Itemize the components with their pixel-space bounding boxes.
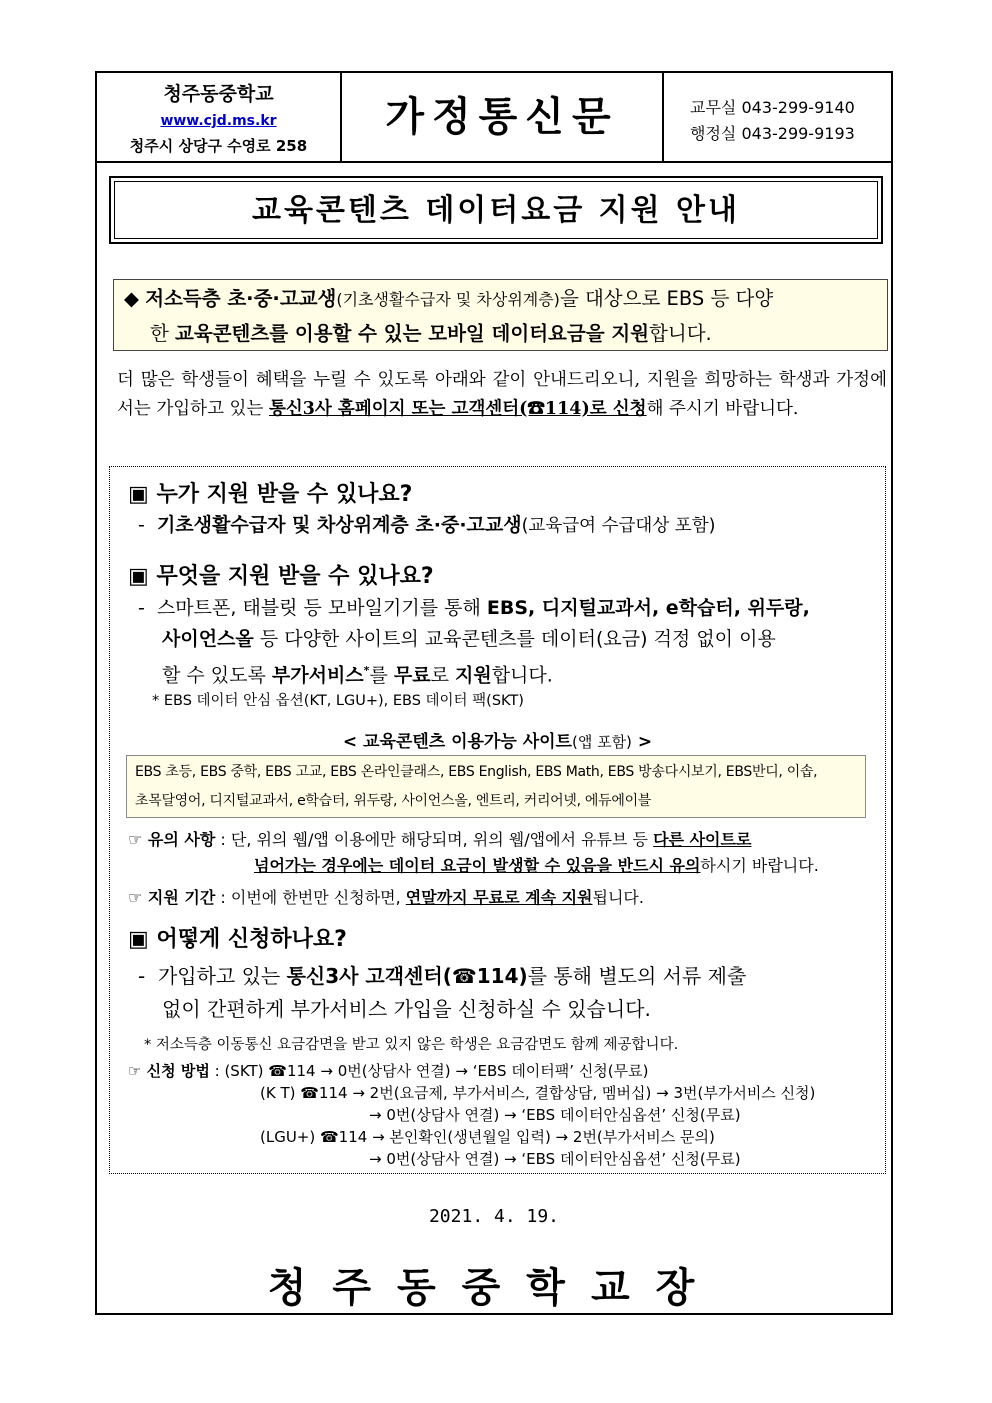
principal-signature: 청주동중학교장 (267, 1265, 721, 1311)
caution-text: : 단, 위의 웹/앱 이용에만 해당되며, 위의 웹/앱에서 유튜브 등 (215, 830, 654, 849)
contact-info (664, 73, 891, 161)
how-l1: 가입하고 있는 (157, 964, 287, 988)
what-l2-bold: 사이언스올 (162, 628, 254, 650)
caution-note (128, 827, 878, 879)
support-period-note (128, 885, 644, 911)
sites-title-end: > (631, 732, 653, 752)
what-l3-bold: 부가서비스 (271, 664, 364, 687)
how-l1-b: 를 통해 별도의 서류 제출 (527, 964, 747, 988)
what-line-3 (138, 655, 878, 691)
details-box (109, 466, 886, 1174)
how-line-2: 없이 간편하게 부가서비스 가입을 신청하실 수 있습니다. (162, 997, 651, 1021)
period-text-end: 됩니다. (592, 888, 644, 907)
section-what-body (138, 593, 878, 691)
what-line-2 (138, 624, 878, 655)
notice-target-bold: 저소득층 초·중·고교생 (145, 287, 337, 310)
notice-support-bold: 교육콘텐츠를 이용할 수 있는 모바일 데이터요금을 지원 (175, 322, 650, 345)
section-who-body (138, 510, 715, 542)
notice-line2-tail: 합니다. (649, 322, 712, 345)
diamond-bullet-icon: ◆ (124, 287, 139, 310)
what-l1: 스마트폰, 태블릿 등 모바일기기를 통해 (156, 597, 487, 619)
notice-line1-tail: 을 대상으로 EBS 등 다양 (559, 287, 774, 310)
section-who-heading: ▣ 누가 지원 받을 수 있나요? (128, 482, 413, 507)
section-what-heading: ▣ 무엇을 지원 받을 수 있나요? (128, 564, 434, 589)
sites-line-2: 초목달영어, 디지털교과서, e학습터, 위두랑, 사이언스올, 엔트리, 커리어넷, 에듀에이블 (135, 793, 652, 809)
period-label: ☞ 지원 기간 (128, 888, 216, 907)
caution-text-end: 하시기 바랍니다. (700, 856, 819, 875)
summary-notice-box (113, 279, 888, 351)
notice-line2-lead: 한 (150, 322, 176, 345)
dash-bullet: - (138, 964, 146, 988)
what-l3-b: 를 (369, 664, 394, 687)
method-lgu-1: (LGU+) ☎114 → 본인확인(생년월일 입력) → 2번(부가서비스 문의) (260, 1128, 715, 1146)
contact-admin-office: 행정실 043-299-9193 (690, 124, 855, 143)
sites-list-box (126, 755, 866, 818)
how-line-1 (138, 960, 878, 993)
school-url-link[interactable]: www.cjd.ms.kr (160, 113, 277, 129)
method-kt-2: → 0번(상담사 연결) → ‘EBS 데이터안심옵션’ 신청(무료) (369, 1106, 741, 1124)
who-detail: (교육급여 수급대상 포함) (521, 516, 716, 536)
intro-paragraph (117, 366, 887, 424)
intro-text-end: 해 주시기 바랍니다. (646, 399, 799, 419)
what-l3-c: 로 (430, 664, 455, 687)
notice-line-2 (124, 317, 887, 351)
sites-title-detail: (앱 포함) (571, 733, 632, 751)
document-page (95, 71, 893, 1315)
footnote-mark: * (363, 664, 370, 677)
method-skt-text: : (SKT) ☎114 → 0번(상담사 연결) → ‘EBS 데이터팩’ 신청(무료) (209, 1062, 649, 1080)
letter-header (97, 73, 891, 163)
sites-title (110, 727, 885, 752)
dash-bullet: - (138, 597, 145, 619)
document-title-box (109, 176, 883, 244)
school-name: 청주동중학교 (163, 83, 274, 105)
what-l3-bold2: 무료 (393, 664, 431, 687)
sites-title-bold: < 교육콘텐츠 이용가능 사이트 (342, 732, 572, 752)
what-l3: 할 수 있도록 (162, 664, 272, 687)
issue-date: 2021. 4. 19. (428, 1206, 560, 1227)
intro-text: 더 많은 학생들이 혜택을 누릴 수 있도록 아래와 같이 안내드리오니, 지원을 희망하는 학생과 가정에서는 가입하고 있는 (117, 370, 887, 419)
caution-underline-1: 다른 사이트로 (653, 830, 752, 849)
method-skt (128, 1060, 648, 1082)
what-l2: 등 다양한 사이트의 교육콘텐츠를 데이터(요금) 걱정 없이 이용 (253, 628, 776, 650)
method-kt-1: (K T) ☎114 → 2번(요금제, 부가서비스, 결합상담, 멤버십) → 3번(부가서비스 신청) (260, 1084, 816, 1102)
intro-apply-underline: 통신3사 홈페이지 또는 고객센터(☎114)로 신청 (268, 399, 647, 419)
dash-bullet: - (138, 514, 145, 536)
school-address: 청주시 상당구 수영로 258 (129, 137, 308, 155)
section-how-body (138, 960, 878, 1026)
how-l1-bold: 통신3사 고객센터(☎114) (286, 964, 528, 988)
period-underline: 연말까지 무료로 계속 지원 (405, 888, 593, 907)
caution-label: ☞ 유의 사항 (128, 830, 216, 849)
what-l1-bold: EBS, 디지털교과서, e학습터, 위두랑, (486, 597, 810, 619)
letter-type-title: 가정통신문 (342, 73, 664, 161)
period-text: : 이번에 한번만 신청하면, (215, 888, 406, 907)
notice-target-detail: (기초생활수급자 및 차상위계층) (336, 290, 560, 309)
document-title: 교육콘텐츠 데이터요금 지원 안내 (114, 181, 878, 239)
who-bold: 기초생활수급자 및 차상위계층 초·중·고교생 (156, 514, 522, 536)
notice-line-1 (124, 282, 887, 317)
section-how-heading: ▣ 어떻게 신청하나요? (128, 927, 347, 952)
sites-line-1: EBS 초등, EBS 중학, EBS 고교, EBS 온라인클래스, EBS English, EBS Math, EBS 방송다시보기, EBS반디, 이솝, (135, 764, 818, 780)
what-line-1 (138, 593, 878, 624)
what-l3-bold3: 지원 (454, 664, 492, 687)
what-l3-d: 합니다. (491, 664, 553, 687)
method-lgu-2: → 0번(상담사 연결) → ‘EBS 데이터안심옵션’ 신청(무료) (369, 1150, 741, 1168)
service-footnote: * EBS 데이터 안심 옵션(KT, LGU+), EBS 데이터 팩(SKT) (152, 693, 524, 709)
contact-academic-office: 교무실 043-299-9140 (690, 98, 855, 117)
method-label: ☞ 신청 방법 (128, 1062, 210, 1080)
discount-footnote: * 저소득층 이동통신 요금감면을 받고 있지 않은 학생은 요금감면도 함께 제공합니다. (144, 1037, 679, 1053)
school-info (97, 73, 342, 161)
caution-underline-2: 넘어가는 경우에는 데이터 요금이 발생할 수 있음을 반드시 유의 (254, 856, 701, 875)
